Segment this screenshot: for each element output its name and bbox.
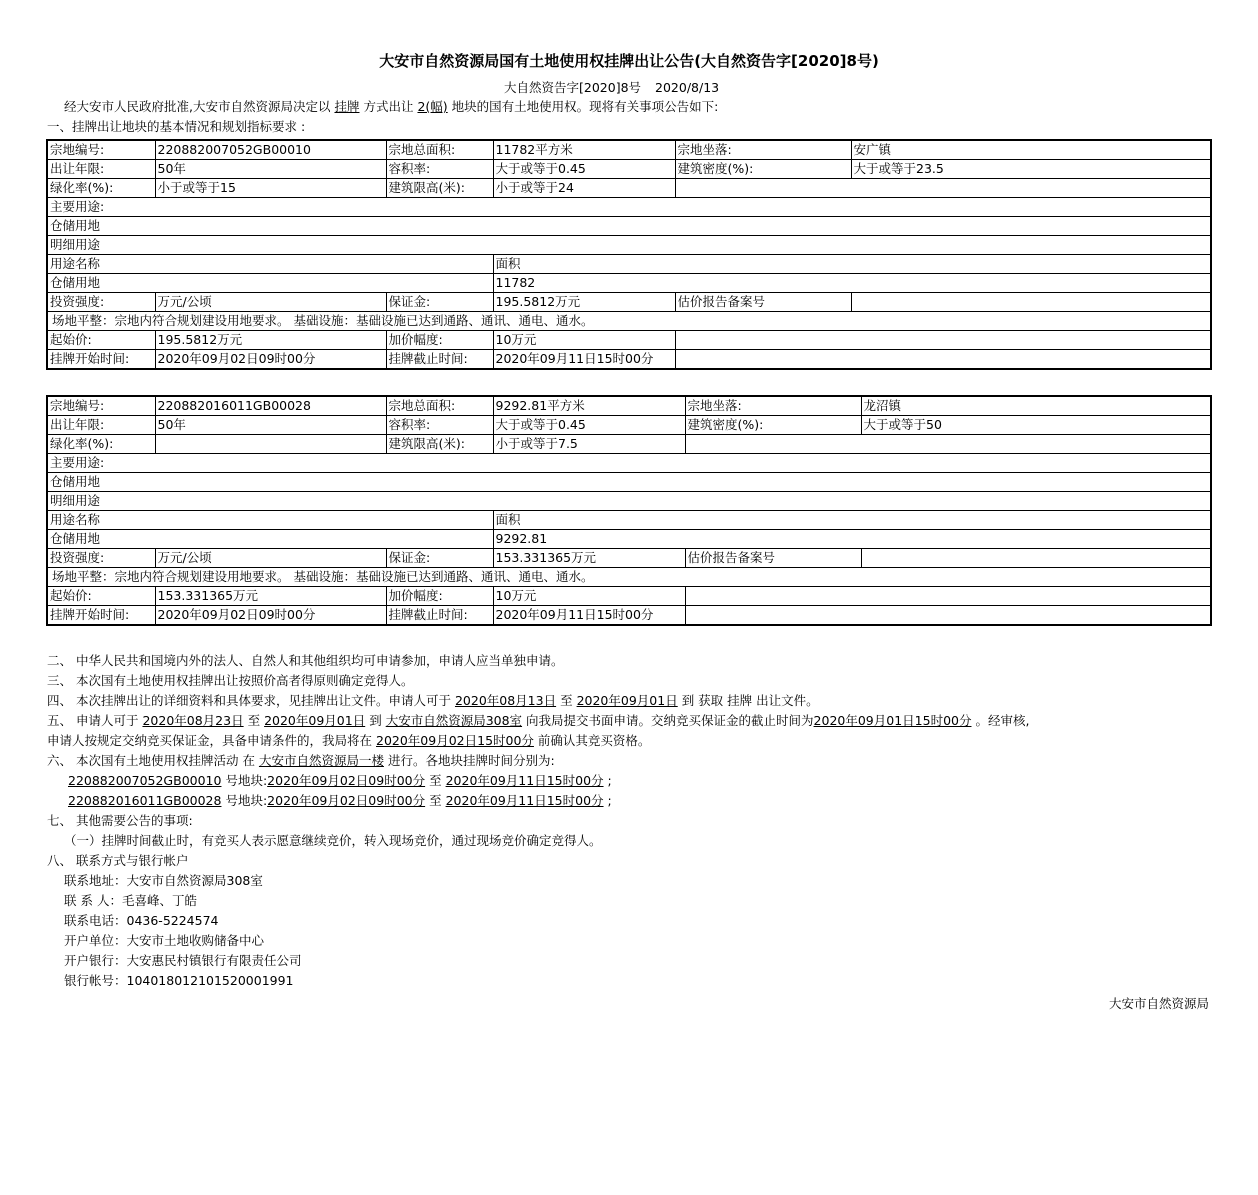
cell-deposit: 195.5812万元 bbox=[493, 293, 675, 312]
section7-item: （一）挂牌时间截止时，有竞买人表示愿意继续竞价，转入现场竞价，通过现场竞价确定竞得人。 bbox=[64, 833, 602, 848]
section6 bbox=[47, 751, 555, 771]
cell-deposit: 153.331365万元 bbox=[493, 549, 685, 568]
cell-lbl-use-name: 用途名称 bbox=[47, 511, 493, 530]
cell-green bbox=[155, 435, 386, 454]
parcel-row bbox=[47, 606, 1211, 626]
parcel-row bbox=[47, 454, 1211, 473]
cell-use-area: 9292.81 bbox=[493, 530, 1211, 549]
cell-empty bbox=[685, 435, 1211, 454]
cell-lbl-far: 容积率: bbox=[386, 416, 493, 435]
cell-list-end: 2020年09月11日15时00分 bbox=[493, 606, 685, 626]
cell-far: 大于或等于0.45 bbox=[493, 160, 675, 179]
cell-lbl-invest: 投资强度: bbox=[47, 293, 155, 312]
cell-empty bbox=[675, 179, 1211, 198]
parcel-row bbox=[47, 568, 1211, 587]
date: 2020年09月11日15时00分 bbox=[445, 793, 604, 808]
intro-method: 挂牌 bbox=[334, 99, 360, 114]
cell-lbl-main-use: 主要用途: bbox=[47, 454, 1211, 473]
intro-text: 地块的国有土地使用权。现将有关事项公告如下: bbox=[451, 99, 719, 114]
cell-list-start: 2020年09月02日09时00分 bbox=[155, 350, 386, 370]
text: 号地块: bbox=[225, 793, 268, 808]
section6-row bbox=[68, 791, 612, 811]
text: 到 bbox=[369, 713, 382, 728]
cell-lbl-area: 宗地总面积: bbox=[386, 396, 493, 416]
parcel-row bbox=[47, 312, 1211, 331]
parcel-row bbox=[47, 350, 1211, 370]
text: 。经审核, bbox=[975, 713, 1030, 728]
section5-line2 bbox=[47, 731, 650, 751]
cell-lbl-area: 宗地总面积: bbox=[386, 140, 493, 160]
parcel-row bbox=[47, 435, 1211, 454]
cell-lbl-location: 宗地坐落: bbox=[685, 396, 861, 416]
cell-start-price: 195.5812万元 bbox=[155, 331, 386, 350]
contact-phone: 联系电话：0436-5224574 bbox=[64, 913, 219, 928]
cell-lbl-location: 宗地坐落: bbox=[675, 140, 851, 160]
cell-area: 11782平方米 bbox=[493, 140, 675, 160]
cell-main-use: 仓储用地 bbox=[47, 473, 1211, 492]
parcel-row bbox=[47, 140, 1211, 160]
parcel-id: 220882016011GB00028 bbox=[68, 793, 222, 808]
text: 向我局提交书面申请。交纳竞买保证金的截止时间为 bbox=[526, 713, 814, 728]
cell-lbl-term: 出让年限: bbox=[47, 160, 155, 179]
text: 号地块: bbox=[225, 773, 268, 788]
parcel-row bbox=[47, 492, 1211, 511]
cell-lbl-height: 建筑限高(米): bbox=[386, 179, 493, 198]
cell-lbl-use-area: 面积 bbox=[493, 511, 1211, 530]
cell-id: 220882007052GB00010 bbox=[155, 140, 386, 160]
parcel-row bbox=[47, 331, 1211, 350]
section6-row bbox=[68, 771, 612, 791]
cell-empty bbox=[675, 350, 1211, 370]
cell-term: 50年 bbox=[155, 416, 386, 435]
parcel-row bbox=[47, 217, 1211, 236]
cell-invest: 万元/公顷 bbox=[155, 293, 386, 312]
parcel-row bbox=[47, 416, 1211, 435]
doc-number: 大自然资告字[2020]8号 bbox=[504, 80, 642, 95]
parcel-row bbox=[47, 530, 1211, 549]
cell-empty bbox=[675, 331, 1211, 350]
cell-id: 220882016011GB00028 bbox=[155, 396, 386, 416]
section8-heading: 八、 联系方式与银行帐户 bbox=[47, 853, 189, 868]
cell-area: 9292.81平方米 bbox=[493, 396, 685, 416]
cell-lbl-appraisal: 估价报告备案号 bbox=[675, 293, 851, 312]
cell-lbl-detail-use: 明细用途 bbox=[47, 236, 1211, 255]
text: 五、 申请人可于 bbox=[47, 713, 139, 728]
cell-lbl-green: 绿化率(%): bbox=[47, 435, 155, 454]
section4 bbox=[47, 691, 819, 711]
text: ; bbox=[607, 793, 612, 808]
date: 2020年09月02日09时00分 bbox=[267, 773, 426, 788]
cell-list-start: 2020年09月02日09时00分 bbox=[155, 606, 386, 626]
cell-use-name: 仓储用地 bbox=[47, 274, 493, 293]
section7-heading: 七、 其他需要公告的事项: bbox=[47, 813, 193, 828]
cell-empty bbox=[685, 587, 1211, 606]
text: ; bbox=[607, 773, 612, 788]
cell-density: 大于或等于50 bbox=[861, 416, 1211, 435]
cell-lbl-increment: 加价幅度: bbox=[386, 331, 493, 350]
text: 前确认其竞买资格。 bbox=[537, 733, 651, 748]
text: 至 bbox=[247, 713, 261, 728]
cell-location: 安广镇 bbox=[851, 140, 1211, 160]
parcel-row bbox=[47, 255, 1211, 274]
cell-use-name: 仓储用地 bbox=[47, 530, 493, 549]
parcel-row bbox=[47, 473, 1211, 492]
cell-lbl-detail-use: 明细用途 bbox=[47, 492, 1211, 511]
cell-list-end: 2020年09月11日15时00分 bbox=[493, 350, 675, 370]
cell-lbl-appraisal: 估价报告备案号 bbox=[685, 549, 861, 568]
account-number: 银行帐号：104018012101520001991 bbox=[64, 973, 294, 988]
doc-date: 2020/8/13 bbox=[655, 80, 720, 95]
section5-line1 bbox=[47, 711, 1029, 731]
cell-lbl-use-name: 用途名称 bbox=[47, 255, 493, 274]
cell-lbl-density: 建筑密度(%): bbox=[685, 416, 861, 435]
contact-address: 联系地址：大安市自然资源局308室 bbox=[64, 873, 263, 888]
cell-lbl-far: 容积率: bbox=[386, 160, 493, 179]
cell-appraisal bbox=[851, 293, 1211, 312]
cell-increment: 10万元 bbox=[493, 587, 685, 606]
place: 大安市自然资源局308室 bbox=[385, 713, 523, 728]
cell-start-price: 153.331365万元 bbox=[155, 587, 386, 606]
cell-far: 大于或等于0.45 bbox=[493, 416, 685, 435]
text: 到 获取 挂牌 出让文件。 bbox=[681, 693, 819, 708]
cell-lbl-use-area: 面积 bbox=[493, 255, 1211, 274]
cell-site-condition: 场地平整：宗地内符合规划建设用地要求。 基础设施：基础设施已达到通路、通讯、通电、通水。 bbox=[47, 568, 1211, 587]
cell-empty bbox=[685, 606, 1211, 626]
cell-site-condition: 场地平整：宗地内符合规划建设用地要求。 基础设施：基础设施已达到通路、通讯、通电、通水。 bbox=[47, 312, 1211, 331]
parcel-row bbox=[47, 179, 1211, 198]
contact-person: 联 系 人：毛喜峰、丁皓 bbox=[64, 893, 197, 908]
parcel-row bbox=[47, 293, 1211, 312]
parcel-table bbox=[46, 139, 1212, 370]
date: 2020年08月13日 bbox=[454, 693, 557, 708]
doc-subtitle bbox=[504, 78, 719, 96]
text: 至 bbox=[429, 773, 442, 788]
date: 2020年09月11日15时00分 bbox=[445, 773, 604, 788]
signature: 大安市自然资源局 bbox=[1108, 996, 1209, 1011]
section3: 三、 本次国有土地使用权挂牌出让按照价高者得原则确定竞得人。 bbox=[47, 673, 414, 688]
cell-lbl-id: 宗地编号: bbox=[47, 140, 155, 160]
intro-paragraph bbox=[64, 97, 718, 115]
parcel-row bbox=[47, 274, 1211, 293]
cell-lbl-main-use: 主要用途: bbox=[47, 198, 1211, 217]
text: 进行。各地块挂牌时间分别为: bbox=[387, 753, 555, 768]
parcel-row bbox=[47, 198, 1211, 217]
parcel-row bbox=[47, 511, 1211, 530]
cell-main-use: 仓储用地 bbox=[47, 217, 1211, 236]
date: 2020年09月01日 bbox=[576, 693, 678, 708]
cell-use-area: 11782 bbox=[493, 274, 1211, 293]
account-bank: 开户银行：大安惠民村镇银行有限责任公司 bbox=[64, 953, 302, 968]
text: 至 bbox=[429, 793, 442, 808]
cell-lbl-start-price: 起始价: bbox=[47, 331, 155, 350]
cell-increment: 10万元 bbox=[493, 331, 675, 350]
cell-density: 大于或等于23.5 bbox=[851, 160, 1211, 179]
text: 四、 本次挂牌出让的详细资料和具体要求，见挂牌出让文件。申请人可于 bbox=[47, 693, 451, 708]
cell-lbl-id: 宗地编号: bbox=[47, 396, 155, 416]
text: 至 bbox=[560, 693, 573, 708]
parcel-id: 220882007052GB00010 bbox=[68, 773, 222, 788]
section1-heading: 一、挂牌出让地块的基本情况和规划指标要求 : bbox=[47, 119, 306, 134]
cell-appraisal bbox=[861, 549, 1211, 568]
cell-lbl-density: 建筑密度(%): bbox=[675, 160, 851, 179]
cell-location: 龙沼镇 bbox=[861, 396, 1211, 416]
parcel-row bbox=[47, 396, 1211, 416]
cell-lbl-invest: 投资强度: bbox=[47, 549, 155, 568]
text: 六、 本次国有土地使用权挂牌活动 在 bbox=[47, 753, 255, 768]
date: 2020年09月02日15时00分 bbox=[376, 733, 534, 748]
date: 2020年09月01日15时00分 bbox=[813, 713, 972, 728]
date: 2020年09月01日 bbox=[264, 713, 366, 728]
cell-invest: 万元/公顷 bbox=[155, 549, 386, 568]
cell-lbl-list-end: 挂牌截止时间: bbox=[386, 606, 493, 626]
intro-text: 经大安市人民政府批准,大安市自然资源局决定以 bbox=[64, 99, 331, 114]
section2: 二、 中华人民共和国境内外的法人、自然人和其他组织均可申请参加，申请人应当单独申请。 bbox=[47, 653, 564, 668]
intro-count: 2(幅) bbox=[417, 99, 448, 114]
cell-lbl-term: 出让年限: bbox=[47, 416, 155, 435]
text: 申请人按规定交纳竞买保证金，具备申请条件的，我局将在 bbox=[47, 733, 373, 748]
cell-lbl-start-price: 起始价: bbox=[47, 587, 155, 606]
page-title: 大安市自然资源局国有土地使用权挂牌出让公告(大自然资告字[2020]8号) bbox=[379, 52, 879, 70]
cell-lbl-list-end: 挂牌截止时间: bbox=[386, 350, 493, 370]
cell-height: 小于或等于7.5 bbox=[493, 435, 685, 454]
place: 大安市自然资源局一楼 bbox=[258, 753, 384, 768]
parcel-row bbox=[47, 587, 1211, 606]
parcel-table bbox=[46, 395, 1212, 626]
parcel-row bbox=[47, 236, 1211, 255]
account-holder: 开户单位：大安市土地收购储备中心 bbox=[64, 933, 265, 948]
date: 2020年08月23日 bbox=[142, 713, 244, 728]
parcel-row bbox=[47, 549, 1211, 568]
cell-lbl-green: 绿化率(%): bbox=[47, 179, 155, 198]
intro-text: 方式出让 bbox=[363, 99, 414, 114]
cell-lbl-deposit: 保证金: bbox=[386, 549, 493, 568]
cell-term: 50年 bbox=[155, 160, 386, 179]
cell-green: 小于或等于15 bbox=[155, 179, 386, 198]
parcel-row bbox=[47, 160, 1211, 179]
cell-lbl-list-start: 挂牌开始时间: bbox=[47, 606, 155, 626]
cell-lbl-deposit: 保证金: bbox=[386, 293, 493, 312]
cell-height: 小于或等于24 bbox=[493, 179, 675, 198]
cell-lbl-height: 建筑限高(米): bbox=[386, 435, 493, 454]
cell-lbl-list-start: 挂牌开始时间: bbox=[47, 350, 155, 370]
cell-lbl-increment: 加价幅度: bbox=[386, 587, 493, 606]
date: 2020年09月02日09时00分 bbox=[267, 793, 426, 808]
